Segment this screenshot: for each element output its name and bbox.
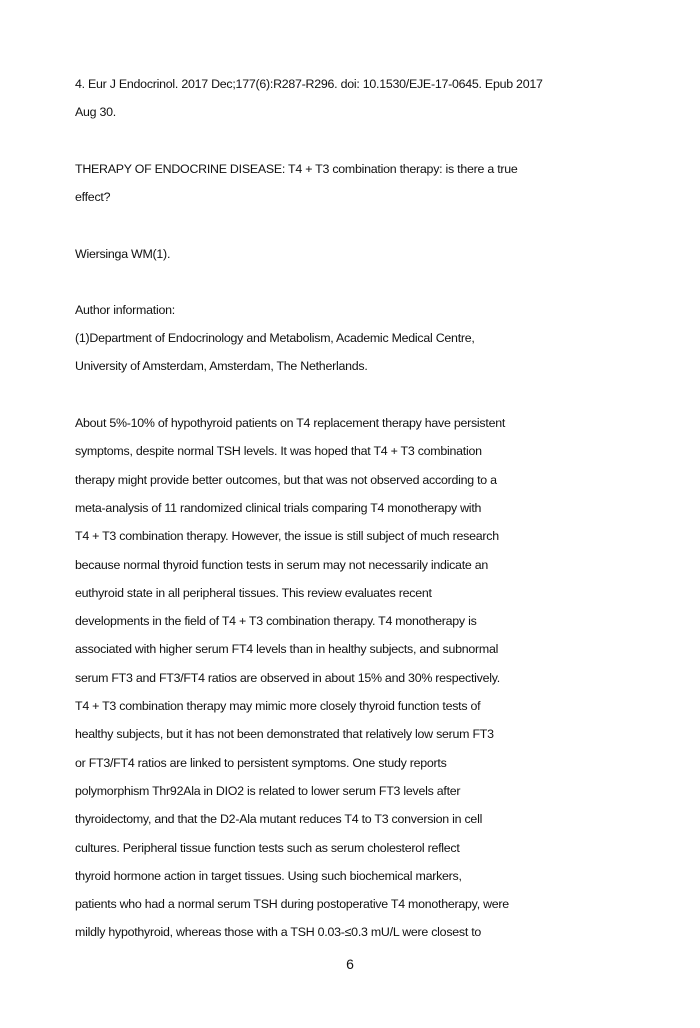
abstract-line: T4 + T3 combination therapy. However, the issue is still subject of much research	[75, 529, 499, 544]
citation-line: 4. Eur J Endocrinol. 2017 Dec;177(6):R287-R296. doi: 10.1530/EJE-17-0645. Epub 2017	[75, 77, 543, 91]
page-number: 6	[346, 956, 354, 972]
affiliation-line: University of Amsterdam, Amsterdam, The Netherlands.	[75, 359, 368, 373]
article-title: THERAPY OF ENDOCRINE DISEASE: T4 + T3 combination therapy: is there a true	[75, 162, 518, 176]
abstract-line: serum FT3 and FT3/FT4 ratios are observed in about 15% and 30% respectively.	[75, 670, 500, 685]
abstract-line: associated with higher serum FT4 levels than in healthy subjects, and subnormal	[75, 642, 499, 657]
abstract-line: About 5%-10% of hypothyroid patients on T4 replacement therapy have persistent	[75, 416, 506, 430]
abstract-line: mildly hypothyroid, whereas those with a TSH 0.03-≤0.3 mU/L were closest to	[75, 925, 482, 940]
abstract-line: or FT3/FT4 ratios are linked to persistent symptoms. One study reports	[75, 755, 447, 770]
abstract-line: developments in the field of T4 + T3 combination therapy. T4 monotherapy is	[75, 614, 477, 629]
abstract-line: euthyroid state in all peripheral tissues. This review evaluates recent	[75, 585, 432, 600]
abstract-line: thyroidectomy, and that the D2-Ala mutant reduces T4 to T3 conversion in cell	[75, 812, 483, 827]
abstract-line: T4 + T3 combination therapy may mimic more closely thyroid function tests of	[75, 699, 481, 713]
abstract-line: meta-analysis of 11 randomized clinical trials comparing T4 monotherapy with	[75, 500, 482, 515]
abstract-line: thyroid hormone action in target tissues. Using such biochemical markers,	[75, 868, 462, 883]
abstract-line: because normal thyroid function tests in serum may not necessarily indicate an	[75, 557, 489, 572]
citation-line: Aug 30.	[75, 105, 116, 119]
abstract-line: polymorphism Thr92Ala in DIO2 is related to lower serum FT3 levels after	[75, 783, 461, 798]
abstract-line: healthy subjects, but it has not been demonstrated that relatively low serum FT3	[75, 727, 494, 742]
author-info-heading: Author information:	[75, 303, 175, 317]
abstract-line: patients who had a normal serum TSH during postoperative T4 monotherapy, were	[75, 897, 509, 912]
abstract-line: therapy might provide better outcomes, but that was not observed according to a	[75, 472, 497, 487]
abstract-line: symptoms, despite normal TSH levels. It was hoped that T4 + T3 combination	[75, 444, 482, 459]
abstract-line: cultures. Peripheral tissue function tests such as serum cholesterol reflect	[75, 840, 460, 855]
article-title: effect?	[75, 190, 111, 204]
affiliation-line: (1)Department of Endocrinology and Metabolism, Academic Medical Centre,	[75, 331, 475, 345]
authors: Wiersinga WM(1).	[75, 247, 171, 261]
